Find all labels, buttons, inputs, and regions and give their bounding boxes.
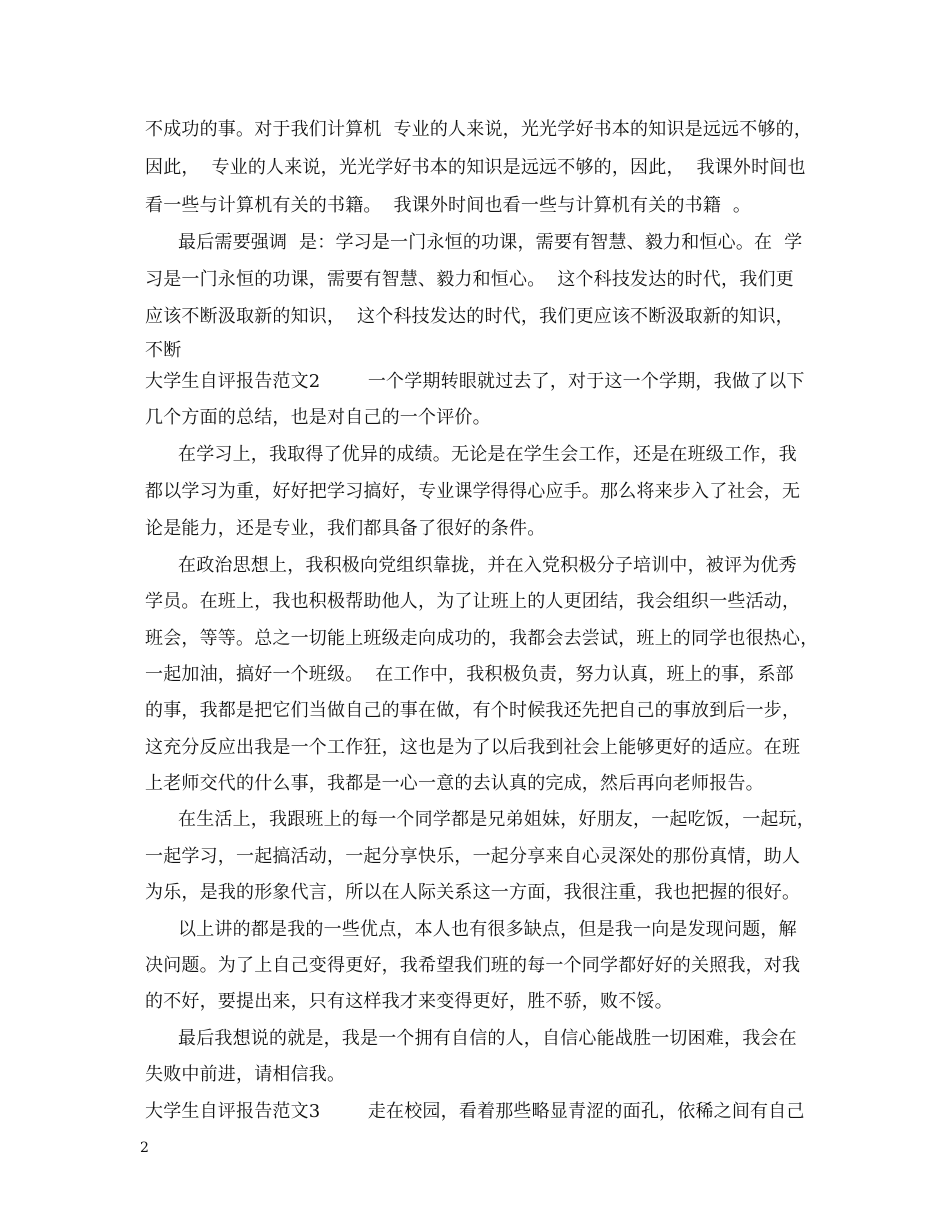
- text-line: 上老师交代的什么事，我都是一心一意的去认真的完成，然后再向老师报告。: [145, 773, 764, 794]
- text-line: 班会，等等。总之一切能上班级走向成功的，我都会去尝试，班上的同学也很热心，: [145, 628, 819, 649]
- text-line: 一起加油，搞好一个班级。 在工作中，我积极负责，努力认真，班上的事，系部: [145, 664, 794, 685]
- text-line: 都以学习为重，好好把学习搞好，专业课学得得心应手。那么将来步入了社会，无: [145, 481, 801, 502]
- text-line: 习是一门永恒的功课，需要有智慧、毅力和恒心。 这个科技发达的时代，我们更: [145, 269, 794, 290]
- text-line: 的不好，要提出来，只有这样我才来变得更好，胜不骄，败不馁。: [145, 991, 673, 1012]
- text-line: 为乐，是我的形象代言，所以在人际关系这一方面，我很注重，我也把握的很好。: [145, 882, 801, 903]
- text-line: 看一些与计算机有关的书籍。 我课外时间也看一些与计算机有关的书籍 。: [145, 195, 752, 216]
- text-line: 因此， 专业的人来说，光光学好书本的知识是远远不够的，因此， 我课外时间也: [145, 157, 806, 178]
- text-line: 应该不断汲取新的知识， 这个科技发达的时代，我们更应该不断汲取新的知识，: [145, 306, 794, 327]
- paragraph-start-line: 以上讲的都是我的一些优点，本人也有很多缺点，但是我一向是发现问题，解: [178, 919, 797, 940]
- section-heading-line: 大学生自评报告范文2 一个学期转眼就过去了，对于这一个学期，我做了以下: [145, 371, 805, 392]
- text-line: 失败中前进，请相信我。: [145, 1064, 346, 1085]
- text-line: 不断: [145, 340, 182, 361]
- paragraph-start-line: 在学习上，我取得了优异的成绩。无论是在学生会工作，还是在班级工作，我: [178, 444, 797, 465]
- text-line: 几个方面的总结，也是对自己的一个评价。: [145, 407, 491, 428]
- text-line: 不成功的事。对于我们计算机 专业的人来说，光光学好书本的知识是远远不够的，: [145, 119, 813, 140]
- text-line: 一起学习，一起搞活动，一起分享快乐，一起分享来自心灵深处的那份真情，助人: [145, 846, 801, 867]
- paragraph-start-line: 在生活上，我跟班上的每一个同学都是兄弟姐妹，好朋友，一起吃饭，一起玩，: [178, 809, 815, 830]
- section-heading-line: 大学生自评报告范文3 走在校园，看着那些略显青涩的面孔，依稀之间有自己: [145, 1101, 805, 1122]
- text-line: 的事，我都是把它们当做自己的事在做，有个时候我还先把自己的事放到后一步，: [145, 700, 801, 721]
- paragraph-start-line: 最后需要强调 是：学习是一门永恒的功课，需要有智慧、毅力和恒心。在 学: [178, 232, 803, 253]
- paragraph-start-line: 最后我想说的就是，我是一个拥有自信的人，自信心能战胜一切困难，我会在: [178, 1028, 797, 1049]
- text-line: 论是能力，还是专业，我们都具备了很好的条件。: [145, 518, 546, 539]
- paragraph-start-line: 在政治思想上，我积极向党组织靠拢，并在入党积极分子培训中，被评为优秀: [178, 555, 797, 576]
- text-line: 决问题。为了上自己变得更好，我希望我们班的每一个同学都好好的关照我，对我: [145, 955, 801, 976]
- text-line: 这充分反应出我是一个工作狂，这也是为了以后我到社会上能够更好的适应。在班: [145, 737, 801, 758]
- page-number: 2: [140, 1140, 149, 1156]
- text-line: 学员。在班上，我也积极帮助他人，为了让班上的人更团结，我会组织一些活动，: [145, 591, 801, 612]
